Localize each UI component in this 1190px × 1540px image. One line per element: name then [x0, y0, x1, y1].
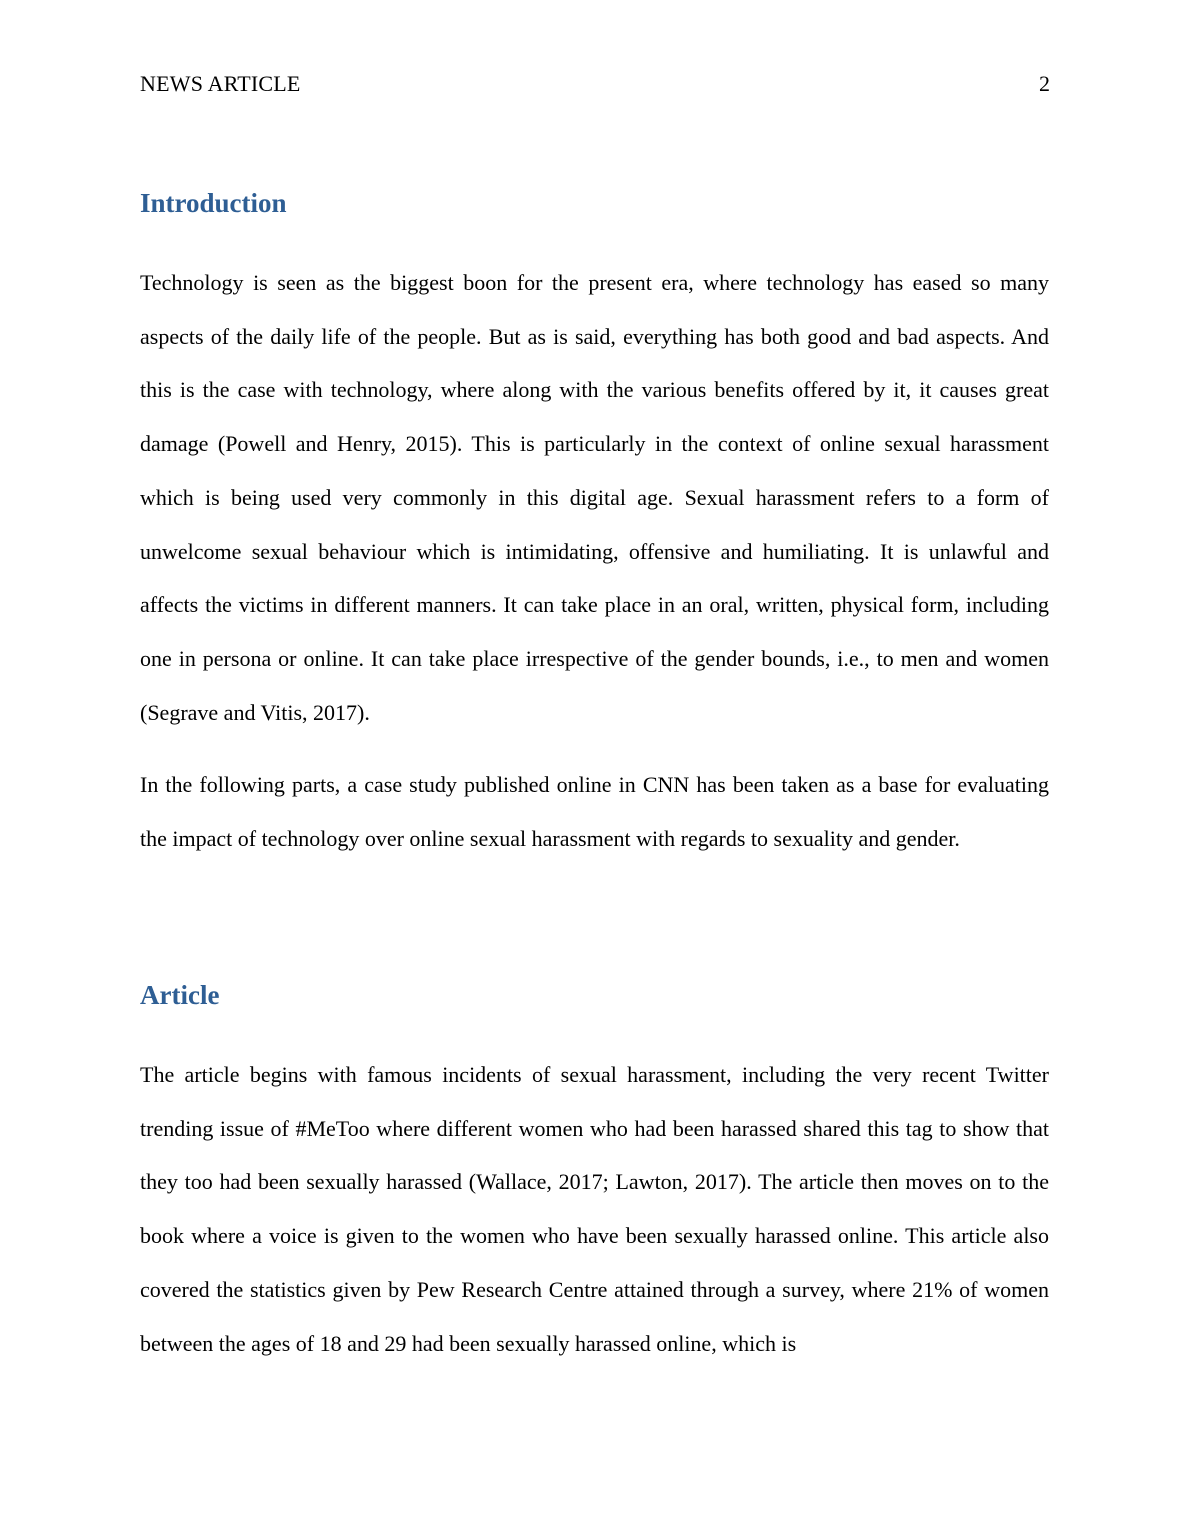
section-heading-article: Article	[140, 980, 220, 1010]
section-heading-introduction: Introduction	[140, 188, 287, 218]
paragraph: The article begins with famous incidents of sexual harassment, including the very recent Twitter trending issue of #MeToo where different women who had been harassed shared this tag to show that they too had been sexually harassed (Wallace, 2017; Lawton, 2017). The article then moves on to the book where a voice is given to the women who have been sexually harassed online. This article also covered the statistics given by Pew Research Centre attained through a survey, where 21% of women between the ages of 18 and 29 had been sexually harassed online, which is	[140, 1062, 1049, 1356]
page-number: 2	[1039, 71, 1050, 96]
paragraph: In the following parts, a case study published online in CNN has been taken as a base for evaluating the impact of technology over online sexual harassment with regards to sexuality and gender.	[140, 772, 1049, 851]
running-head: NEWS ARTICLE	[140, 71, 301, 96]
paragraph: Technology is seen as the biggest boon for the present era, where technology has eased so many aspects of the daily life of the people. But as is said, everything has both good and bad aspects. And this is the case with technology, where along with the various benefits offered by it, it causes great damage (Powell and Henry, 2015). This is particularly in the context of online sexual harassment which is being used very commonly in this digital age. Sexual harassment refers to a form of unwelcome sexual behaviour which is intimidating, offensive and humiliating. It is unlawful and affects the victims in different manners. It can take place in an oral, written, physical form, including one in persona or online. It can take place irrespective of the gender bounds, i.e., to men and women (Segrave and Vitis, 2017).	[140, 270, 1049, 725]
